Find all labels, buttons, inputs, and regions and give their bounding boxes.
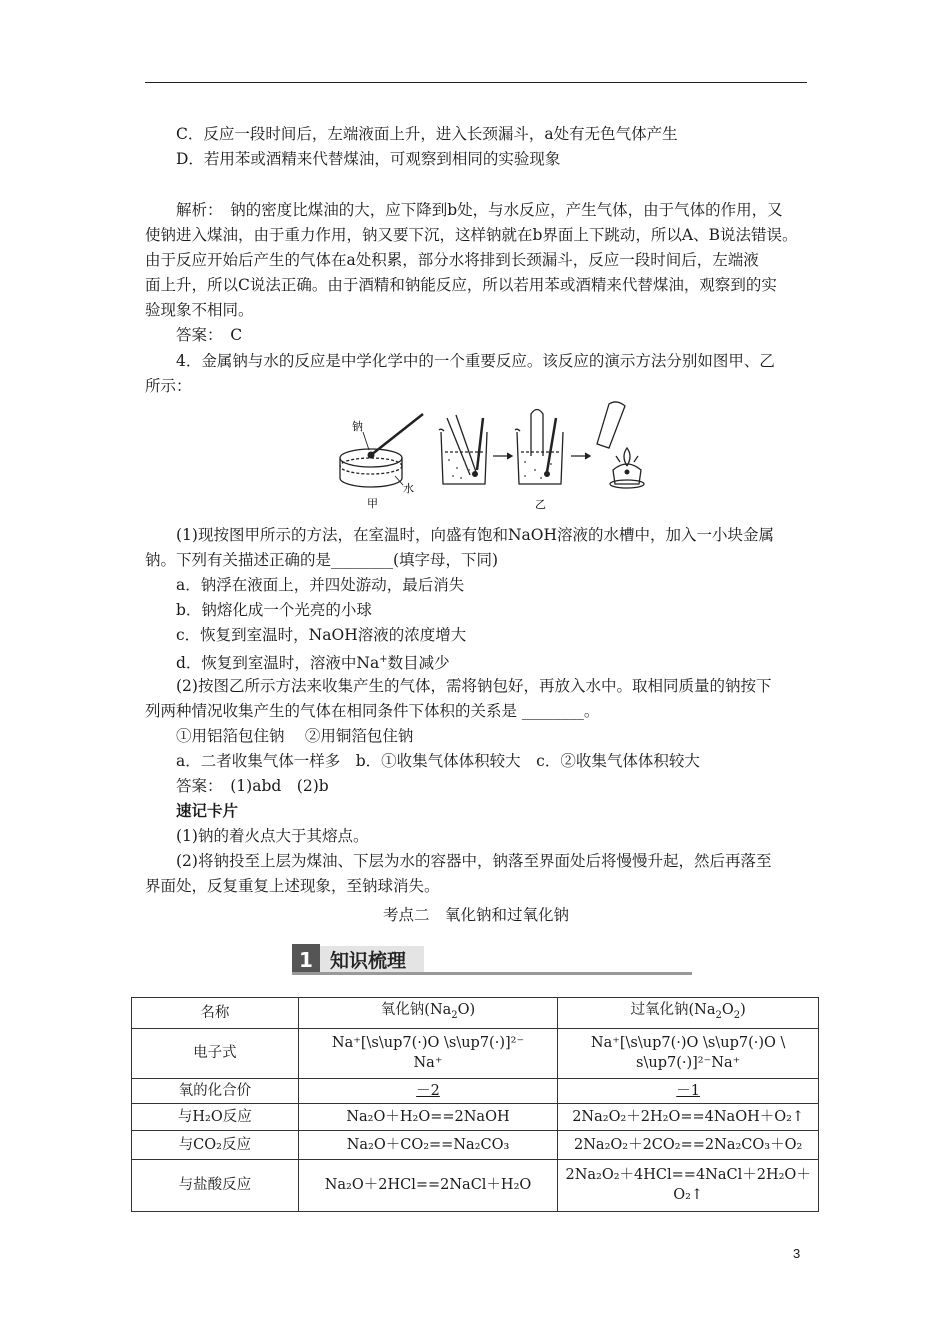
- question-4-line-1: 4．金属钠与水的反应是中学化学中的一个重要反应。该反应的演示方法分别如图甲、乙: [176, 352, 775, 370]
- na2o2-hcl-reaction: 2Na₂O₂＋4HCl==4NaCl＋2H₂O＋ O₂↑: [558, 1159, 819, 1211]
- row-label-co2: 与CO₂反应: [132, 1130, 299, 1159]
- na2o-water-reaction: Na₂O＋H₂O==2NaOH: [298, 1103, 558, 1130]
- label-yi: 乙: [535, 498, 546, 511]
- na2o2-water-reaction: 2Na₂O₂＋2H₂O==4NaOH＋O₂↑: [558, 1103, 819, 1130]
- option-c: C．反应一段时间后，左端液面上升，进入长颈漏斗，a处有无色气体产生: [176, 125, 678, 143]
- table-header-row: [132, 998, 819, 1029]
- card-point-1: (1)钠的着火点大于其熔点。: [176, 827, 369, 845]
- analysis-line-3: 由于反应开始后产生的气体在a处积累，部分水将排到长颈漏斗，反应一段时间后，左端液: [145, 251, 759, 269]
- na2o2-co2-reaction: 2Na₂O₂＋2CO₂==2Na₂CO₃＋O₂: [558, 1130, 819, 1159]
- table-row: [132, 1130, 819, 1159]
- label-water: 水: [403, 482, 414, 495]
- header-name: 名称: [132, 998, 299, 1029]
- na2o-valence: －2: [298, 1078, 558, 1103]
- table-row: [132, 1028, 819, 1078]
- option-c-small: c．恢复到室温时，NaOH溶液的浓度增大: [176, 626, 467, 644]
- analysis-line-4: 面上升，所以C说法正确。由于酒精和钠能反应，所以若用苯或酒精来代替煤油，观察到的实: [145, 276, 777, 294]
- part-2-line-2: 列两种情况收集产生的气体在相同条件下体积的关系是 ________。: [145, 702, 600, 720]
- option-d-small: d．恢复到室温时，溶液中Na+数目减少: [176, 654, 450, 673]
- banner-title: 知识梳理: [330, 950, 407, 972]
- row-label-valence: 氧的化合价: [132, 1078, 299, 1103]
- row-label-electron: 电子式: [132, 1028, 299, 1078]
- row-label-hcl: 与盐酸反应: [132, 1159, 299, 1211]
- card-point-2: (2)将钠投至上层为煤油、下层为水的容器中，钠落至界面处后将慢慢升起，然后再落至: [176, 852, 772, 870]
- analysis-line-1: 解析： 钠的密度比煤油的大，应下降到b处，与水反应，产生气体，由于气体的作用，又: [176, 201, 783, 219]
- volume-choices: a．二者收集气体一样多 b．①收集气体体积较大 c．②收集气体体积较大: [176, 752, 700, 770]
- header-rule: [145, 82, 807, 83]
- na2o-hcl-reaction: Na₂O＋2HCl==2NaCl＋H₂O: [298, 1159, 558, 1211]
- card-title: 速记卡片: [176, 801, 239, 820]
- part-2-line-1: (2)按图乙所示方法来收集产生的气体，需将钠包好，再放入水中。取相同质量的钠按下: [176, 677, 772, 695]
- section-title: 考点二 氧化钠和过氧化钠: [382, 906, 569, 924]
- na2o2-valence: －1: [558, 1078, 819, 1103]
- option-d: D．若用苯或酒精来代替煤油，可观察到相同的实验现象: [176, 150, 561, 168]
- option-b: b．钠熔化成一个光亮的小球: [176, 601, 372, 619]
- table-row: [132, 1159, 819, 1211]
- analysis-line-2: 使钠进入煤油，由于重力作用，钠又要下沉，这样钠就在b界面上下跳动，所以A、B说法错误。: [145, 226, 798, 244]
- part-1-line-2: 钠。下列有关描述正确的是________(填字母，下同): [145, 551, 499, 569]
- label-sodium: 钠: [352, 420, 363, 433]
- experiment-figure: [335, 400, 665, 512]
- question-4-line-2: 所示：: [145, 377, 192, 395]
- table-row: [132, 1103, 819, 1130]
- page-number: 3: [793, 1246, 801, 1261]
- table-row: [132, 1078, 819, 1103]
- part-1-line-1: (1)现按图甲所示的方法，在室温时，向盛有饱和NaOH溶液的水槽中，加入一小块金属: [176, 526, 774, 544]
- header-na2o: 氧化钠$(Na_2O)$: [298, 998, 558, 1029]
- na2o2-electron-formula: Na⁺[\s\up7(·)O \s\up7(·)O \ s\up7(·)]²⁻Na⁺: [558, 1028, 819, 1078]
- row-label-water: 与H₂O反应: [132, 1103, 299, 1130]
- option-a: a．钠浮在液面上，并四处游动，最后消失: [176, 576, 465, 594]
- wrap-options: ①用铝箔包住钠 ②用铜箔包住钠: [176, 727, 414, 745]
- comparison-table: [131, 997, 819, 1212]
- card-point-2-cont: 界面处，反复重复上述现象，至钠球消失。: [145, 877, 440, 895]
- knowledge-banner: [292, 944, 692, 976]
- banner-number: 1: [299, 948, 313, 972]
- na2o-electron-formula: Na⁺[\s\up7(·)O \s\up7(·)]²⁻ Na⁺: [298, 1028, 558, 1078]
- label-jia: 甲: [367, 497, 378, 510]
- na2o-co2-reaction: Na₂O＋CO₂==Na₂CO₃: [298, 1130, 558, 1159]
- analysis-line-5: 验现象不相同。: [145, 301, 254, 319]
- answer-3: 答案： C: [176, 326, 243, 344]
- header-na2o2: 过氧化钠$(Na_2O_2)$: [558, 998, 819, 1029]
- answer-4: 答案： (1)abd (2)b: [176, 777, 329, 795]
